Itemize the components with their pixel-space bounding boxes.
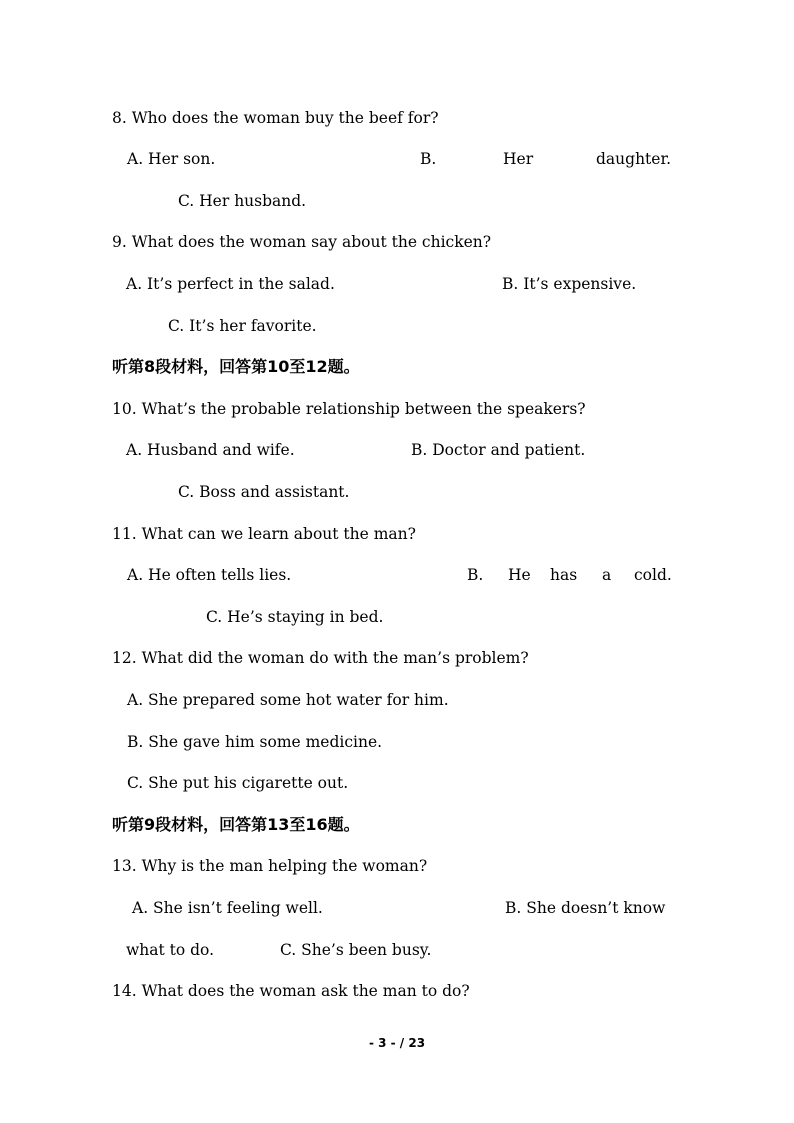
- q10-stem-line: [0, 396, 794, 422]
- q9-options-ab: [0, 271, 794, 297]
- q9-options-c: [0, 313, 794, 339]
- q8-stem: 8. Who does the woman buy the beef for?: [112, 109, 439, 127]
- q12-stem: 12. What did the woman do with the man’s problem?: [112, 649, 529, 667]
- q14-stem: 14. What does the woman ask the man to do?: [112, 982, 470, 1000]
- q13-options-ab: [0, 895, 794, 921]
- q8-options-c: [0, 188, 794, 214]
- section-8-heading: 听第8段材料，回答第10至12题。: [112, 357, 360, 376]
- q12-options-b: [0, 729, 794, 755]
- q10-option-a: A. Husband and wife.: [126, 441, 295, 459]
- q8-options-ab: [0, 146, 794, 172]
- q10-options-ab: [0, 437, 794, 463]
- q13-option-b: B. She doesn’t know: [505, 899, 666, 917]
- q14-stem-line: [0, 978, 794, 1004]
- q13-option-c: C. She’s been busy.: [280, 941, 432, 959]
- section-9-heading: 听第9段材料，回答第13至16题。: [112, 815, 360, 834]
- q12-option-b: B. She gave him some medicine.: [127, 733, 383, 751]
- q9-stem-line: [0, 229, 794, 255]
- q11-option-b-w2: has: [550, 566, 578, 584]
- q12-option-c: C. She put his cigarette out.: [127, 774, 349, 792]
- q11-stem-line: [0, 521, 794, 547]
- q10-option-c: C. Boss and assistant.: [178, 483, 350, 501]
- q8-option-a: A. Her son.: [127, 150, 216, 168]
- q13-option-b-continued: what to do.: [126, 941, 215, 959]
- q12-option-a: A. She prepared some hot water for him.: [127, 691, 449, 709]
- q8-option-b-word2: daughter.: [596, 150, 672, 168]
- q11-stem: 11. What can we learn about the man?: [112, 525, 416, 543]
- q11-option-b-w1: He: [508, 566, 531, 584]
- q8-stem-line: [0, 105, 794, 131]
- q11-options-c: [0, 604, 794, 630]
- q10-option-b: B. Doctor and patient.: [411, 441, 586, 459]
- q9-option-b: B. It’s expensive.: [502, 275, 637, 293]
- q11-options-ab: [0, 562, 794, 588]
- q8-option-b-word1: Her: [503, 150, 534, 168]
- q12-options-c: [0, 770, 794, 796]
- q8-option-b-letter: B.: [420, 150, 437, 168]
- q9-option-a: A. It’s perfect in the salad.: [126, 275, 335, 293]
- section-8-heading-line: [0, 354, 794, 380]
- q11-option-b-w3: a: [602, 566, 612, 584]
- q9-option-c: C. It’s her favorite.: [168, 317, 317, 335]
- q13-stem: 13. Why is the man helping the woman?: [112, 857, 428, 875]
- q13-options-bc: [0, 937, 794, 963]
- q13-stem-line: [0, 853, 794, 879]
- q11-option-c: C. He’s staying in bed.: [206, 608, 384, 626]
- q11-option-b-letter: B.: [467, 566, 484, 584]
- q13-option-a: A. She isn’t feeling well.: [132, 899, 323, 917]
- q10-stem: 10. What’s the probable relationship between the speakers?: [112, 400, 586, 418]
- page-number: - 3 - / 23: [368, 1036, 426, 1050]
- q9-stem: 9. What does the woman say about the chicken?: [112, 233, 492, 251]
- q11-option-a: A. He often tells lies.: [127, 566, 292, 584]
- section-9-heading-line: [0, 812, 794, 838]
- q12-stem-line: [0, 645, 794, 671]
- q11-option-b-w4: cold.: [634, 566, 672, 584]
- q12-options-a: [0, 687, 794, 713]
- q8-option-c: C. Her husband.: [178, 192, 307, 210]
- q10-options-c: [0, 479, 794, 505]
